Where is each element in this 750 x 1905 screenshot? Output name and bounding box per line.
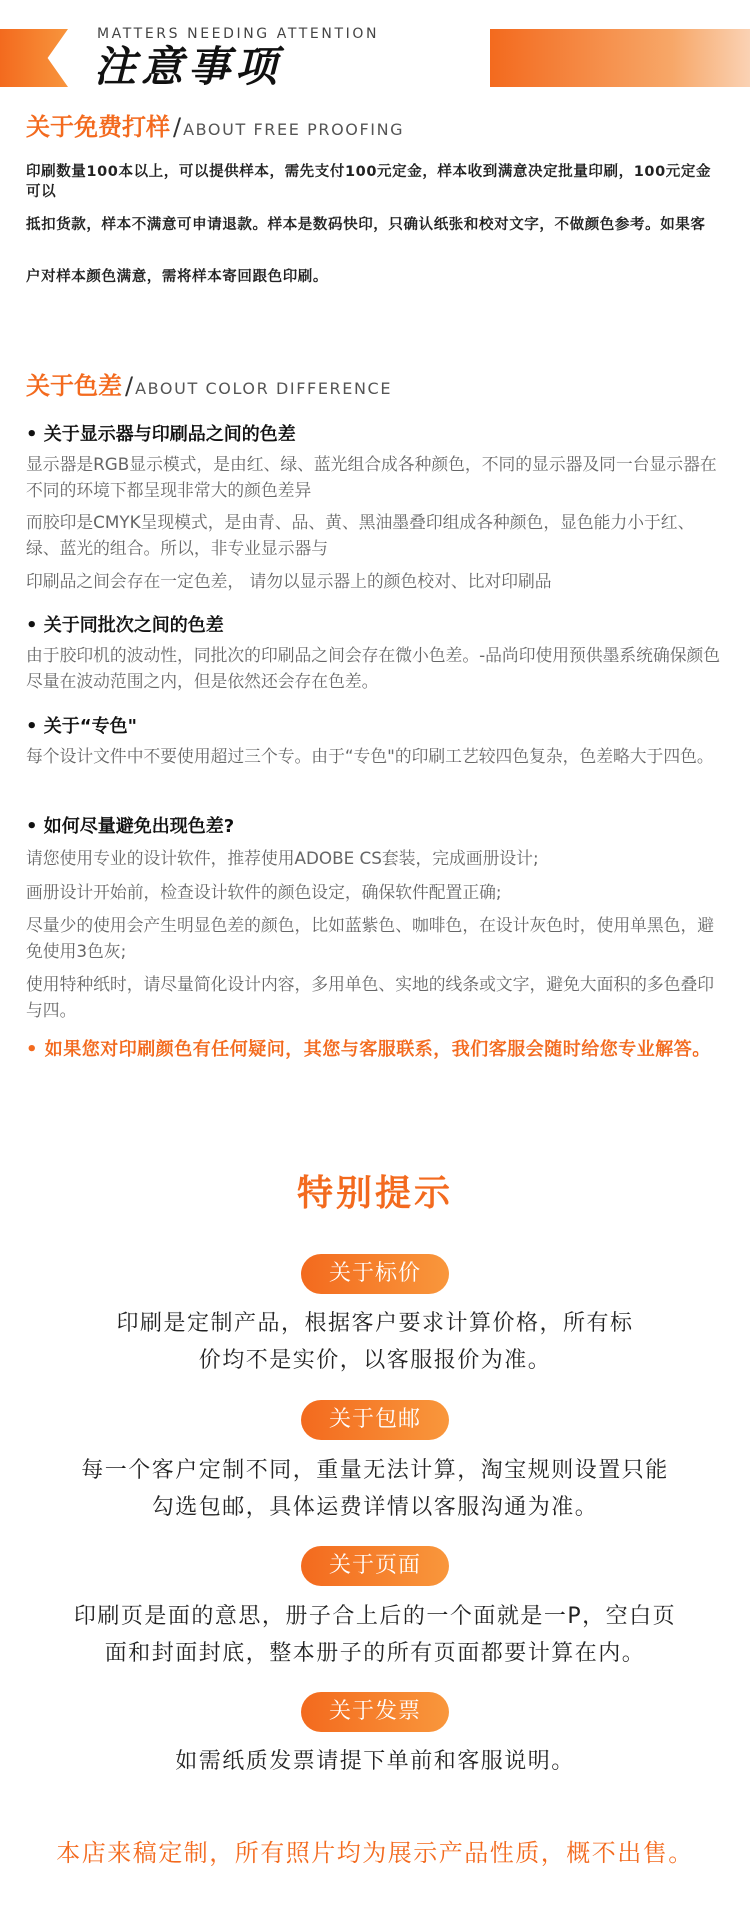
free-proofing-paragraph: 户对样本颜色满意，需将样本寄回跟色印刷。 bbox=[26, 269, 328, 285]
color-difference-title-zh: 关于色差 bbox=[26, 372, 122, 400]
free-proofing-title-en: ABOUT FREE PROOFING bbox=[183, 120, 405, 139]
header-chinese-title: 注意事项 bbox=[94, 42, 283, 91]
header-english-title: MATTERS NEEDING ATTENTION bbox=[97, 26, 380, 42]
section-heading-monitor: • 关于显示器与印刷品之间的色差 bbox=[26, 424, 296, 445]
avoid-paragraph: 使用特种纸时，请尽量简化设计内容，多用单色、实地的线条或文字，避免大面积的多色叠印与四。 bbox=[26, 974, 715, 1020]
color-difference-highlight: • 如果您对印刷颜色有任何疑问，其您与客服联系，我们客服会随时给您专业解答。 bbox=[26, 1039, 711, 1060]
avoid-paragraph: 请您使用专业的设计软件，推荐使用ADOBE CS套装，完成画册设计; bbox=[26, 848, 539, 868]
pages-badge: 关于页面 bbox=[301, 1546, 449, 1586]
section-heading-batch: • 关于同批次之间的色差 bbox=[26, 615, 224, 636]
special-notice-title: 特别提示 bbox=[296, 1173, 453, 1214]
pages-note-line: 印刷页是面的意思，册子合上后的一个面就是一P，空白页 bbox=[73, 1604, 677, 1629]
free-proofing-title bbox=[26, 107, 404, 142]
pricing-note-line: 价均不是实价，以客服报价为准。 bbox=[198, 1348, 552, 1373]
shipping-note-line: 勾选包邮，具体运费详情以客服沟通为准。 bbox=[151, 1495, 599, 1520]
pricing-badge: 关于标价 bbox=[301, 1254, 449, 1294]
free-proofing-title-separator: / bbox=[173, 113, 182, 141]
invoice-badge: 关于发票 bbox=[301, 1692, 449, 1732]
monitor-paragraph: 印刷品之间会存在一定色差， 请勿以显示器上的颜色校对、比对印刷品 bbox=[26, 571, 552, 591]
spot-color-paragraph: 每个设计文件中不要使用超过三个专。由于“专色"的印刷工艺较四色复杂，色差略大于四色。 bbox=[26, 746, 714, 766]
free-proofing-title-zh: 关于免费打样 bbox=[26, 113, 170, 141]
pages-note-line: 面和封面封底，整本册子的所有页面都要计算在内。 bbox=[104, 1641, 646, 1666]
shipping-note-line: 每一个客户定制不同，重量无法计算，淘宝规则设置只能 bbox=[81, 1458, 669, 1483]
header-left-chevron bbox=[0, 29, 68, 87]
free-proofing-paragraph: 抵扣货款，样本不满意可申请退款。样本是数码快印，只确认纸张和校对文字，不做颜色参考。如果客 bbox=[26, 217, 706, 233]
footer-disclaimer: 本店来稿定制，所有照片均为展示产品性质，概不出售。 bbox=[56, 1839, 694, 1867]
section-heading-avoid: • 如何尽量避免出现色差? bbox=[26, 816, 235, 837]
section-heading-spot-color: • 关于“专色" bbox=[26, 716, 137, 737]
monitor-paragraph: 而胶印是CMYK呈现模式，是由青、品、黄、黑油墨叠印组成各种颜色，显色能力小于红、绿、蓝光的组合。所以，非专业显示器与 bbox=[26, 512, 695, 558]
color-difference-title-en: ABOUT COLOR DIFFERENCE bbox=[135, 379, 393, 398]
avoid-paragraph: 画册设计开始前，检查设计软件的颜色设定，确保软件配置正确; bbox=[26, 882, 502, 902]
avoid-paragraph: 尽量少的使用会产生明显色差的颜色，比如蓝紫色、咖啡色，在设计灰色时，使用单黑色，避免使用3色灰; bbox=[26, 915, 715, 961]
shipping-badge: 关于包邮 bbox=[301, 1400, 449, 1440]
color-difference-title-separator: / bbox=[125, 372, 134, 400]
invoice-note-line: 如需纸质发票请提下单前和客服说明。 bbox=[175, 1749, 575, 1774]
color-difference-title bbox=[26, 366, 392, 401]
batch-paragraph: 由于胶印机的波动性，同批次的印刷品之间会存在微小色差。-品尚印使用预供墨系统确保颜色尽量在波动范围之内，但是依然还会存在色差。 bbox=[26, 645, 721, 691]
free-proofing-paragraph: 印刷数量100本以上，可以提供样本，需先支付100元定金，样本收到满意决定批量印刷，100元定金可以 bbox=[26, 164, 712, 200]
pricing-note-line: 印刷是定制产品，根据客户要求计算价格，所有标 bbox=[116, 1311, 634, 1336]
header-right-gradient-bar bbox=[490, 29, 750, 87]
monitor-paragraph: 显示器是RGB显示模式，是由红、绿、蓝光组合成各种颜色，不同的显示器及同一台显示器在不同的环境下都呈现非常大的颜色差异 bbox=[26, 454, 717, 500]
